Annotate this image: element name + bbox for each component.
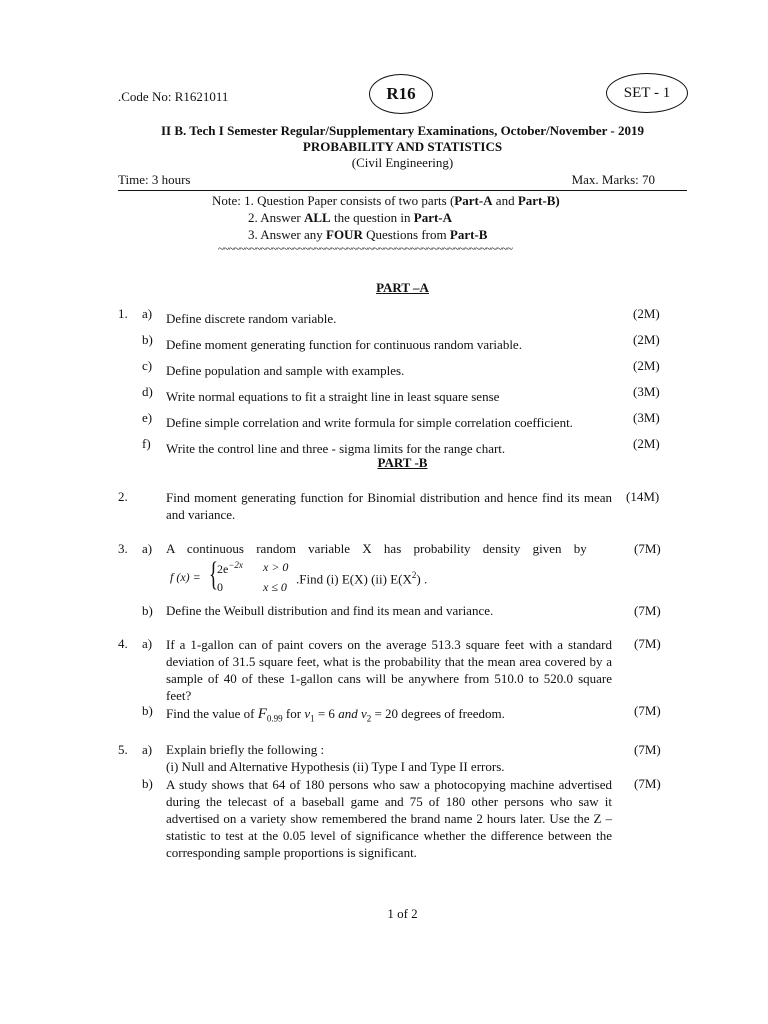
question-number-5: 5. (118, 742, 128, 757)
part-a-item-text: Define moment generating function for continuous random variable. (166, 337, 522, 352)
question-3a-text: A continuous random variable X has probability density given by (166, 541, 587, 556)
question-3b-text: Define the Weibull distribution and find its mean and variance. (166, 603, 494, 618)
note-separator: ~~~~~~~~~~~~~~~~~~~~~~~~~~~~~~~~~~~~~~~~~~~~~~~~~~~~~~~ (218, 243, 513, 255)
question-3a-label: a) (142, 541, 153, 556)
part-a-item-label: c) (142, 358, 153, 373)
regulation-label: R16 (386, 84, 416, 103)
question-5b-label: b) (142, 776, 153, 791)
note-line-2: 2. Answer ALL the question in Part-A (248, 210, 453, 225)
question-2-text: Find moment generating function for Binomial distribution and hence find its mean and variance. (166, 490, 612, 522)
part-a-item-label: e) (142, 410, 153, 425)
part-a-item-marks: (2M) (633, 358, 660, 373)
pdf-case-2: 0 (217, 580, 223, 594)
question-2-marks: (14M) (626, 489, 660, 504)
pdf-find-expectations: .Find (i) E(X) (ii) $E(X^2)$ . (296, 570, 428, 587)
part-a-item-text: Write normal equations to fit a straight line in least square sense (166, 389, 500, 404)
set-label: SET - 1 (623, 84, 671, 101)
part-a-item-marks: (2M) (633, 436, 660, 451)
question-4b-text: Find the value of $F_{0.99}$ for $\nu_1 = 6$ and $\nu_2 = 20$ degrees of freedom. (166, 706, 505, 724)
page-number: 1 of 2 (387, 906, 418, 921)
code-number: .Code No: R1621011 (118, 89, 229, 104)
part-a-item-text: Define simple correlation and write formula for simple correlation coefficient. (166, 415, 573, 430)
exam-title: II B. Tech I Semester Regular/Supplementary Examinations, October/November - 2019 (160, 123, 645, 138)
pdf-case-2-condition: x ≤ 0 (263, 580, 287, 594)
part-a-item-label: d) (142, 384, 153, 399)
question-4b-label: b) (142, 703, 153, 718)
part-a-item-text: Define discrete random variable. (166, 311, 337, 326)
question-number-1: 1. (118, 306, 128, 321)
part-a-item-marks: (2M) (633, 306, 660, 321)
piecewise-brace: { (209, 556, 218, 593)
part-a-item-label: f) (142, 436, 151, 451)
note-line-1: Note: 1. Question Paper consists of two parts (Part-A and Part-B) (212, 193, 560, 208)
subject-title: PROBABILITY AND STATISTICS (302, 139, 503, 154)
question-4a-marks: (7M) (634, 636, 661, 651)
question-5a-text-line-2: (i) Null and Alternative Hypothesis (ii) Type I and Type II errors. (166, 759, 505, 774)
question-5b-marks: (7M) (634, 776, 661, 791)
question-4a-text: If a 1-gallon can of paint covers on the average 513.3 square feet with a standard deviation of 31.5 square feet, what is the probability that the mean area covered by a sample of 40 of these 1-gallon cans will be anywhere from 510.0 to 520.0 square feet? (166, 637, 612, 703)
note-line-3: 3. Answer any FOUR Questions from Part-B (248, 227, 488, 242)
question-3a-marks: (7M) (634, 541, 661, 556)
max-marks-label: Max. Marks: 70 (571, 172, 655, 187)
part-a-item-marks: (2M) (633, 332, 660, 347)
part-a-item-marks: (3M) (633, 410, 660, 425)
question-5b-text: A study shows that 64 of 180 persons who saw a photocopying machine advertised during the telecast of a baseball game and 75 of 180 other persons who saw it advertised on a variety show remembered the brand name 2 hours later. Use the Z – statistic to test at the 0.05 level of significance whether the difference between the corresponding sample proportions is significant. (166, 777, 612, 860)
branch-label: (Civil Engineering) (351, 155, 454, 170)
pdf-case-1: $2e^{-2x}$ (217, 560, 243, 576)
question-5a-label: a) (142, 742, 153, 757)
part-a-item-text: Write the control line and three - sigma limits for the range chart. (166, 441, 506, 456)
part-b-title: PART -B (377, 455, 428, 470)
set-badge (606, 73, 688, 113)
part-a-item-marks: (3M) (633, 384, 660, 399)
question-number-4: 4. (118, 636, 128, 651)
question-5a-text-line-1: Explain briefly the following : (166, 742, 325, 757)
question-3b-marks: (7M) (634, 603, 661, 618)
part-a-title: PART –A (376, 280, 429, 295)
part-a-item-label: a) (142, 306, 153, 321)
regulation-badge (369, 74, 433, 114)
question-4a-label: a) (142, 636, 153, 651)
header-rule (118, 190, 687, 191)
part-a-item-text: Define population and sample with examples. (166, 363, 405, 378)
pdf-function-lhs: f (x) = (170, 570, 201, 584)
question-number-3: 3. (118, 541, 128, 556)
time-label: Time: 3 hours (118, 172, 191, 187)
question-number-2: 2. (118, 489, 128, 504)
part-a-item-label: b) (142, 332, 153, 347)
question-5a-marks: (7M) (634, 742, 661, 757)
pdf-case-1-condition: x > 0 (263, 560, 289, 574)
question-3b-label: b) (142, 603, 153, 618)
question-4b-marks: (7M) (634, 703, 661, 718)
